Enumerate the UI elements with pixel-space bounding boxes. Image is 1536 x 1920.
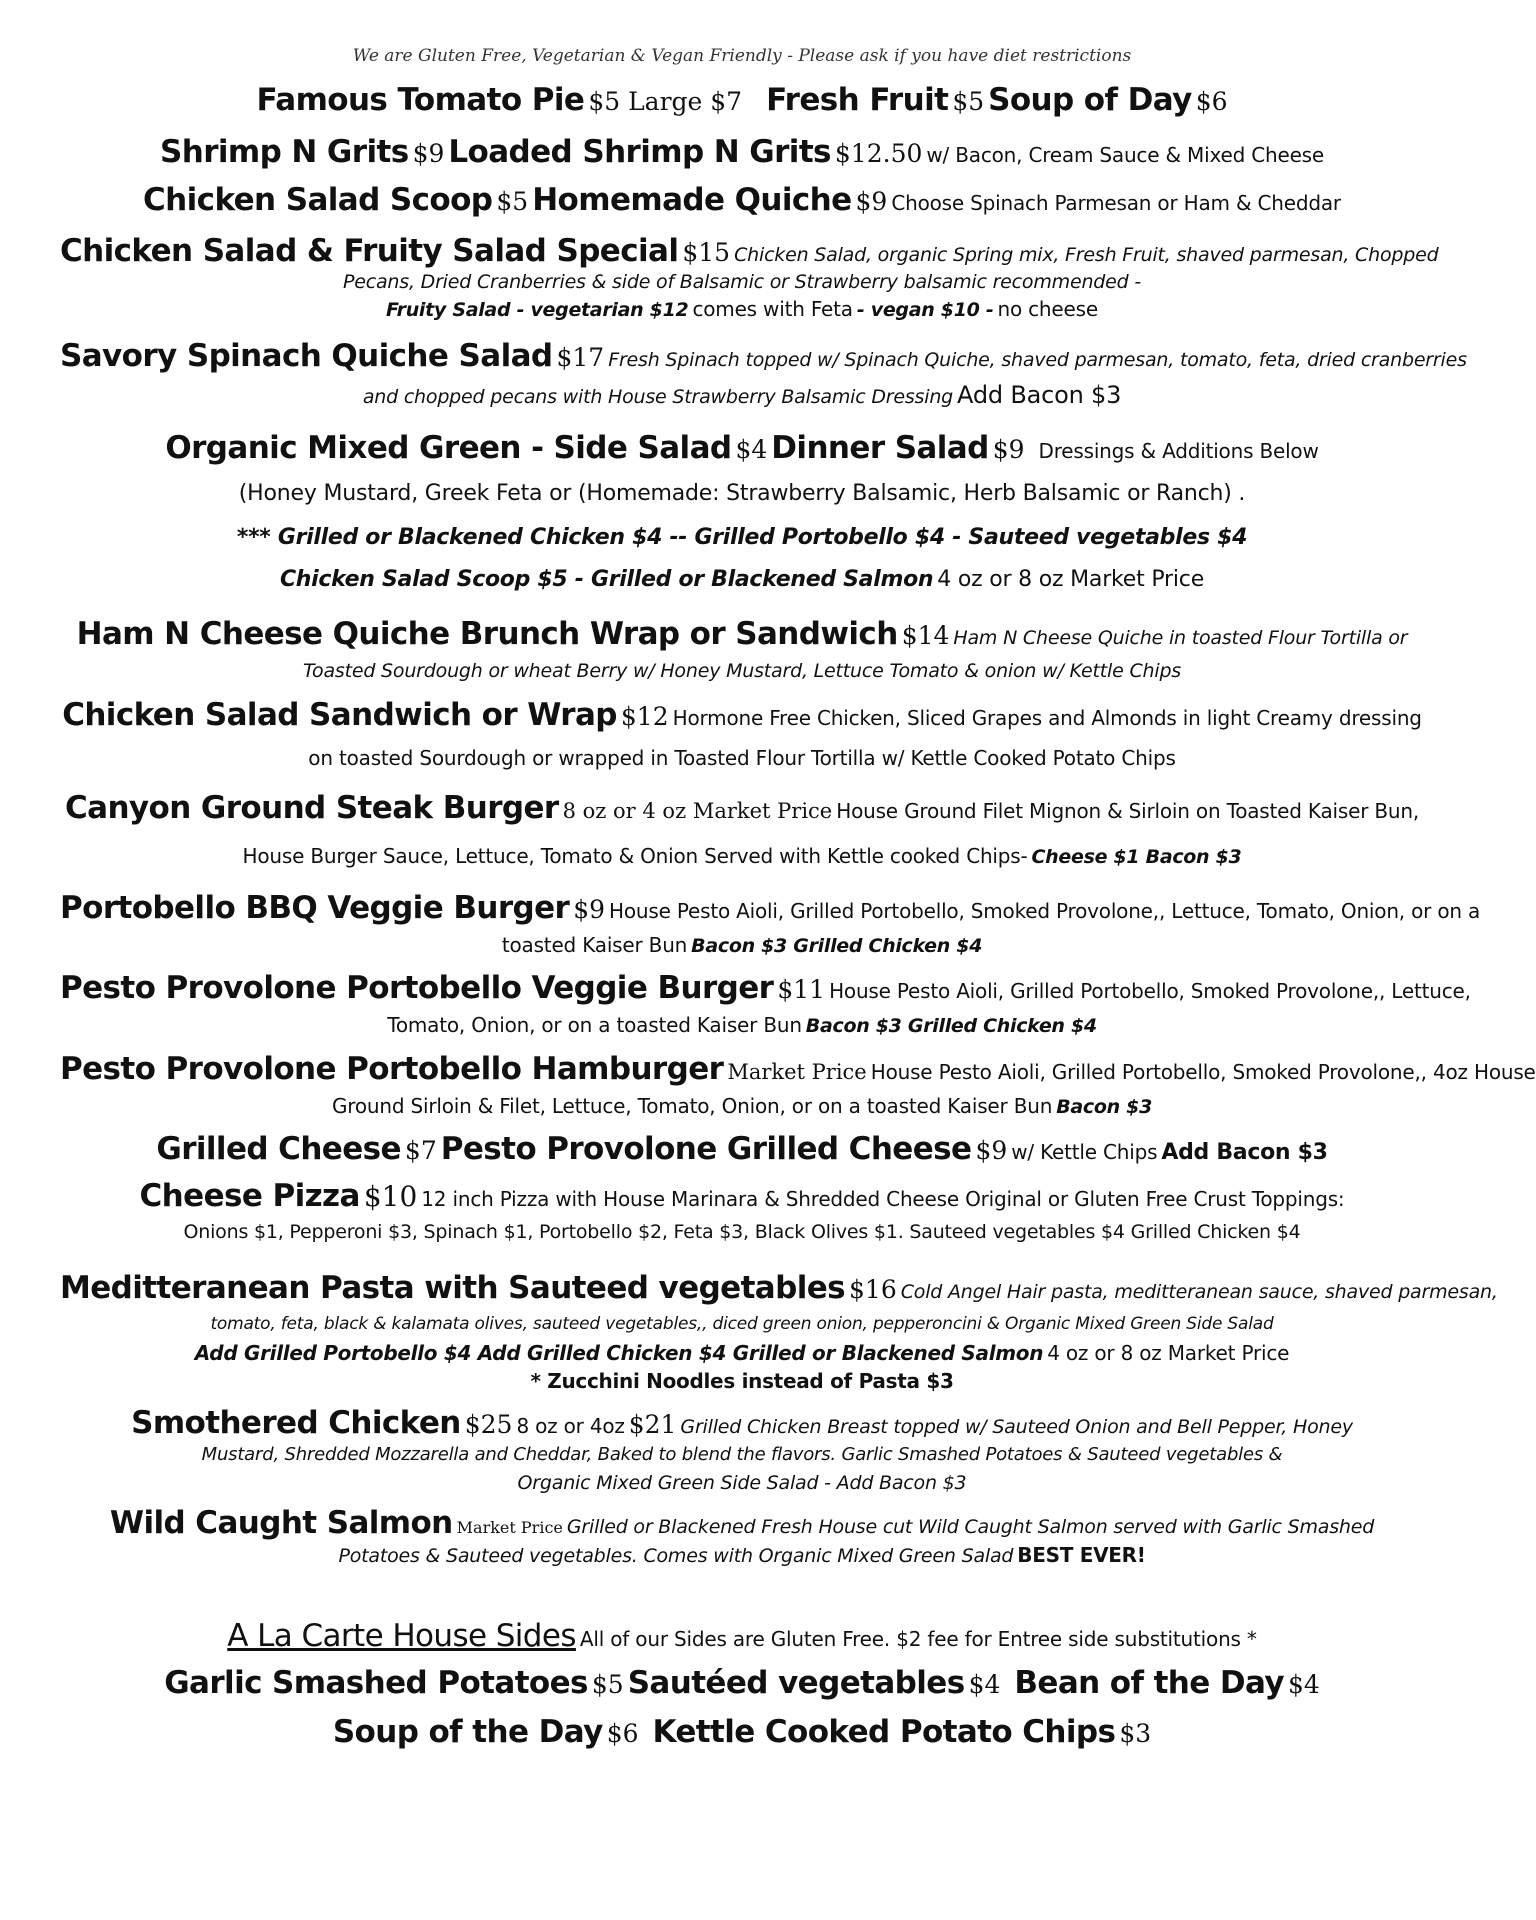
pasta-adds-line [60,1341,1424,1365]
row-scoop-quiche [60,182,1424,218]
item-price: $9 [855,187,888,216]
chicken-fruity-options [60,297,1424,321]
ham-wrap-title-line [60,616,1424,652]
zucchini-line: * Zucchini Noodles instead of Pasta $3 [530,1369,954,1393]
item-price: $5 [496,187,529,216]
dressings-line: (Honey Mustard, Greek Feta or (Homemade: Strawberry Balsamic, Herb Balsamic or Ranch) . [238,481,1246,506]
alt-price: $21 [628,1410,677,1439]
pizza-toppings: Onions $1, Pepperoni $3, Spinach $1, Portobello $2, Feta $3, Black Olives $1. Sauteed vegetables $4 Grilled Chicken $4 [183,1221,1301,1243]
item-title: Wild Caught Salmon [109,1505,453,1541]
pasta-adds-bold: Add Grilled Portobello $4 Add Grilled Chicken $4 Grilled or Blackened Salmon [194,1341,1044,1365]
item-desc: Grilled Chicken Breast topped w/ Sauteed Onion and Bell Pepper, Honey [680,1416,1353,1438]
fruity-label: Fruity Salad - vegetarian $12 [386,299,689,321]
additions-line-2 [60,567,1424,592]
pasta-adds-note: 4 oz or 8 oz Market Price [1047,1341,1290,1365]
side-title: Soup of the Day [332,1714,603,1750]
item-price: $5 [952,87,985,116]
item-price: $11 [777,975,826,1004]
vegan-note: no cheese [997,297,1098,321]
item-price: $14 [901,621,950,650]
pesto-veggie-desc-line [60,1013,1424,1037]
item-title: Chicken Salad Scoop [143,182,493,218]
side-price: $4 [1288,1670,1320,1699]
sides-note: All of our Sides are Gluten Free. $2 fee for Entree side substitutions * [579,1627,1257,1651]
item-title: Ham N Cheese Quiche Brunch Wrap or Sandwich [76,616,898,652]
salads-line [60,430,1424,466]
side-price: $4 [968,1670,1001,1699]
additions-bold: Chicken Salad Scoop $5 - Grilled or Blackened Salmon [279,567,934,592]
item-desc: House Ground Filet Mignon & Sirloin on Toasted Kaiser Bun, [836,799,1420,823]
item-title: Pesto Provolone Portobello Hamburger [60,1051,724,1087]
item-title: Soup of Day [988,82,1192,118]
item-desc: 12 inch Pizza with House Marinara & Shredded Cheese Original or Gluten Free Crust Toppings: [421,1187,1345,1211]
sides-heading-line [60,1618,1424,1654]
diet-header: We are Gluten Free, Vegetarian & Vegan Friendly - Please ask if you have diet restrictions [352,46,1132,66]
chicken-sandwich-desc: on toasted Sourdough or wrapped in Toasted Flour Tortilla w/ Kettle Cooked Potato Chips [308,746,1176,770]
item-desc: House Pesto Aioli, Grilled Portobello, Smoked Provolone,, Lettuce, [829,979,1471,1003]
alt-size: 8 oz or 4oz [516,1414,625,1438]
side-price: $3 [1119,1719,1152,1748]
chicken-sandwich-title-line [60,697,1424,733]
item-extras: Cheese $1 Bacon $3 [1031,846,1242,868]
item-desc: Choose Spinach Parmesan or Ham & Cheddar [891,191,1341,215]
item-price: $16 [849,1275,897,1304]
canyon-desc-line [60,844,1424,868]
item-price: $25 [464,1410,513,1439]
item-desc: and chopped pecans with House Strawberry Balsamic Dressing [362,386,954,408]
item-title: Homemade Quiche [532,182,852,218]
item-desc: Ham N Cheese Quiche in toasted Flour Tortilla or [953,627,1408,649]
canyon-title-line [60,790,1424,826]
item-desc: Hormone Free Chicken, Sliced Grapes and Almonds in light Creamy dressing [672,706,1422,730]
item-extras: Bacon $3 Grilled Chicken $4 [691,935,983,957]
item-title: Smothered Chicken [131,1405,461,1441]
item-title: Shrimp N Grits [160,134,409,170]
item-title: Chicken Salad & Fruity Salad Special [60,233,679,269]
side-price: $6 [606,1719,639,1748]
item-price: $7 [404,1136,437,1165]
pizza-title-line [60,1178,1424,1214]
smothered-desc-2: Mustard, Shredded Mozzarella and Cheddar, Baked to blend the flavors. Garlic Smashed Potatoes & Sauteed vegetables & [201,1444,1283,1465]
item-title: Savory Spinach Quiche Salad [60,338,553,374]
sides-heading: A La Carte House Sides [227,1618,576,1654]
item-desc: House Burger Sauce, Lettuce, Tomato & Onion Served with Kettle cooked Chips- [242,844,1028,868]
item-price: $9 [573,895,606,924]
item-desc: Cold Angel Hair pasta, meditteranean sauce, shaved parmesan, [900,1281,1498,1303]
chicken-fruity-title-line [60,233,1439,269]
item-price: $9 [975,1136,1008,1165]
row-tomato-fruit-soup [60,82,1424,118]
item-desc: Chicken Salad, organic Spring mix, Fresh Fruit, shaved parmesan, Chopped [734,244,1439,266]
item-title: Fresh Fruit [766,82,949,118]
item-price: Market Price [456,1518,563,1537]
item-price: $12.50 [834,139,923,168]
item-price: $9 [412,139,445,168]
smothered-title-line [60,1405,1424,1441]
item-desc: w/ Kettle Chips [1011,1140,1158,1164]
item-price: $10 [363,1180,418,1213]
item-desc: Fresh Spinach topped w/ Spinach Quiche, shaved parmesan, tomato, feta, dried cranberries [608,349,1467,371]
smothered-desc-3: Organic Mixed Green Side Salad - Add Bacon $3 [517,1472,967,1494]
item-price: Market Price [727,1060,867,1084]
item-price: $12 [620,702,669,731]
savory-desc-line [60,381,1424,409]
salmon-desc-line [60,1543,1424,1567]
pesto-ham-desc-line [60,1094,1424,1118]
salmon-title-line [60,1505,1424,1541]
additions-line: *** Grilled or Blackened Chicken $4 -- Grilled Portobello $4 - Sauteed vegetables $4 [236,525,1248,550]
item-title: Grilled Cheese [156,1131,401,1167]
item-title: Pesto Provolone Grilled Cheese [440,1131,972,1167]
side-title: Kettle Cooked Potato Chips [652,1714,1116,1750]
item-title: Portobello BBQ Veggie Burger [60,890,570,926]
side-title: Sautéed vegetables [627,1665,965,1701]
item-desc: Ground Sirloin & Filet, Lettuce, Tomato, Onion, or on a toasted Kaiser Bun [331,1094,1053,1118]
item-title: Famous Tomato Pie [256,82,585,118]
pesto-ham-title-line [60,1051,1536,1087]
side-title: Bean of the Day [1014,1665,1284,1701]
item-price: $4 [735,435,768,464]
item-extras: Bacon $3 Grilled Chicken $4 [805,1015,1097,1037]
fruity-note: comes with Feta [692,297,853,321]
grilled-cheese-line [60,1131,1424,1167]
row-shrimp-grits [60,134,1424,170]
bbq-veggie-title-line [60,890,1481,926]
pesto-veggie-title-line [60,970,1471,1006]
side-price: $5 [591,1670,624,1699]
pasta-title-line [60,1270,1498,1306]
item-price: $6 [1195,87,1228,116]
pasta-desc: tomato, feta, black & kalamata olives, sauteed vegetables,, diced green onion, pepperoncini & Organic Mixed Green Side Salad [210,1314,1274,1334]
item-desc: House Pesto Aioli, Grilled Portobello, Smoked Provolone,, 4oz House [870,1060,1536,1084]
item-desc: Potatoes & Sauteed vegetables. Comes with Organic Mixed Green Salad [338,1545,1014,1567]
sides-line-1 [60,1665,1424,1701]
item-title: Pesto Provolone Portobello Veggie Burger [60,970,774,1006]
item-title: Cheese Pizza [139,1178,360,1214]
item-desc: w/ Bacon, Cream Sauce & Mixed Cheese [926,143,1324,167]
ham-wrap-desc: Toasted Sourdough or wheat Berry w/ Honey Mustard, Lettuce Tomato & onion w/ Kettle Chips [302,660,1182,682]
item-extras: Add Bacon $3 [1161,1140,1328,1165]
item-price: $17 [556,343,605,372]
side-title: Garlic Smashed Potatoes [164,1665,588,1701]
item-desc: Tomato, Onion, or on a toasted Kaiser Bun [387,1013,802,1037]
vegan-label: - vegan $10 - [856,299,994,321]
item-title: Chicken Salad Sandwich or Wrap [62,697,617,733]
item-extras: Bacon $3 [1056,1096,1153,1118]
add-bacon: Add Bacon $3 [957,381,1122,409]
bbq-veggie-desc-line [60,933,1424,957]
item-price: $15 [682,238,731,267]
chicken-fruity-desc: Pecans, Dried Cranberries & side of Balsamic or Strawberry balsamic recommended - [342,271,1142,293]
item-desc: House Pesto Aioli, Grilled Portobello, Smoked Provolone,, Lettuce, Tomato, Onion, or on a [609,899,1481,923]
item-desc: Grilled or Blackened Fresh House cut Wild Caught Salmon served with Garlic Smashed [566,1516,1375,1538]
additions-note: 4 oz or 8 oz Market Price [937,567,1205,592]
item-note: Dressings & Additions Below [1038,439,1319,463]
savory-title-line [60,338,1467,374]
item-price: 8 oz or 4 oz Market Price [562,799,833,823]
item-desc: toasted Kaiser Bun [501,933,688,957]
item-title: Loaded Shrimp N Grits [448,134,831,170]
item-price: $9 [992,435,1025,464]
item-title: Organic Mixed Green - Side Salad [165,430,732,466]
item-title: Canyon Ground Steak Burger [64,790,559,826]
sides-line-2 [60,1714,1424,1750]
item-price: $5 Large $7 [588,87,743,116]
best-ever: BEST EVER! [1017,1543,1146,1567]
item-title: Meditteranean Pasta with Sauteed vegetables [60,1270,846,1306]
item-title: Dinner Salad [771,430,989,466]
